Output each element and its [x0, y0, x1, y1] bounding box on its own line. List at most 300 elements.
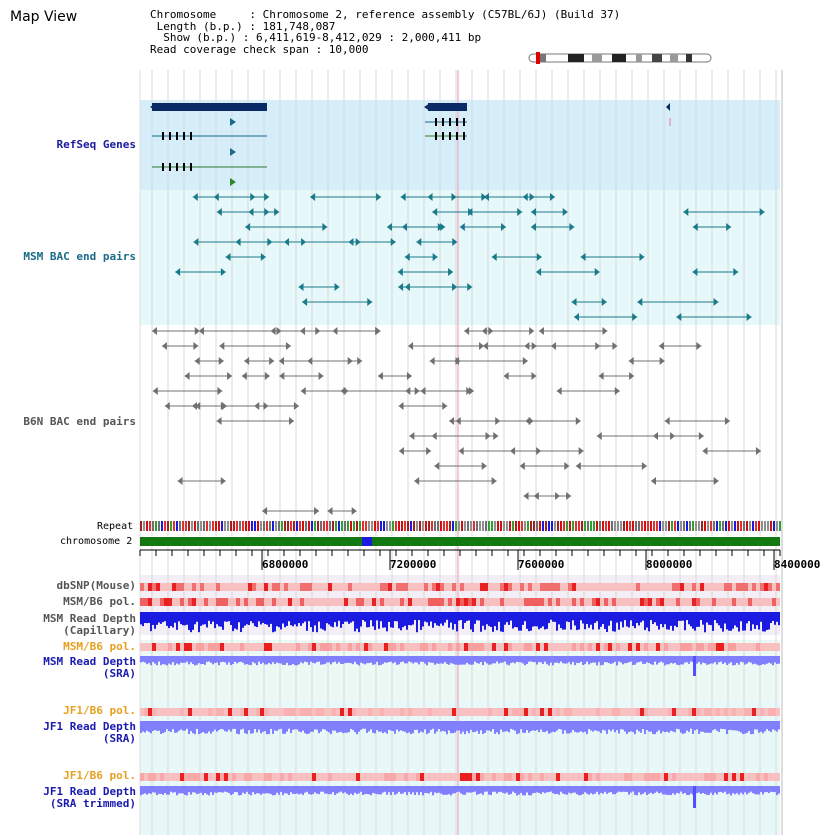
heat-cell — [364, 773, 368, 781]
heat-cell — [228, 643, 232, 651]
read-depth-bar — [724, 721, 726, 729]
heat-cell — [148, 598, 152, 606]
read-depth-bar — [320, 721, 322, 732]
heat-cell — [460, 643, 464, 651]
read-depth-bar — [284, 721, 286, 734]
heat-cell — [432, 598, 436, 606]
heat-cell — [220, 583, 224, 591]
heat-cell — [200, 583, 204, 591]
read-depth-bar — [340, 786, 342, 792]
repeat-element — [392, 521, 394, 531]
repeat-element — [482, 521, 484, 531]
repeat-element — [431, 521, 433, 531]
read-depth-bar — [240, 721, 242, 730]
read-depth-bar — [690, 721, 692, 729]
read-depth-bar — [544, 786, 546, 793]
heat-cell — [564, 598, 568, 606]
read-depth-bar — [592, 656, 594, 663]
heat-cell — [408, 708, 412, 716]
read-depth-bar — [328, 656, 330, 662]
read-depth-bar — [194, 721, 196, 734]
read-depth-bar — [382, 721, 384, 733]
heat-cell — [552, 643, 556, 651]
read-depth-bar — [506, 721, 508, 731]
read-depth-bar — [324, 612, 326, 631]
read-depth-bar — [290, 612, 292, 625]
heat-cell — [596, 773, 600, 781]
read-depth-bar — [454, 786, 456, 793]
read-depth-bar — [690, 612, 692, 626]
heat-cell — [544, 598, 548, 606]
read-depth-bar — [758, 656, 760, 665]
heat-cell — [164, 583, 168, 591]
read-depth-bar — [282, 612, 284, 623]
heat-cell — [212, 773, 216, 781]
repeat-element — [455, 521, 457, 531]
repeat-element — [521, 521, 523, 531]
read-depth-bar — [146, 612, 148, 623]
read-depth-bar — [656, 656, 658, 665]
read-depth-bar — [252, 786, 254, 792]
read-depth-bar — [282, 721, 284, 734]
heat-cell — [584, 643, 588, 651]
read-depth-bar — [628, 721, 630, 732]
heat-cell — [152, 598, 156, 606]
read-depth-bar — [460, 721, 462, 734]
read-depth-bar — [314, 721, 316, 729]
read-depth-bar — [310, 612, 312, 627]
read-depth-bar — [444, 656, 446, 662]
heat-cell — [244, 583, 248, 591]
heat-cell — [256, 708, 260, 716]
read-depth-bar — [618, 721, 620, 734]
read-depth-bar — [524, 656, 526, 665]
heat-cell — [440, 598, 444, 606]
heat-cell — [340, 708, 344, 716]
heat-cell — [756, 598, 760, 606]
heat-cell — [456, 598, 460, 606]
read-depth-bar — [572, 721, 574, 730]
heat-cell — [512, 583, 516, 591]
repeat-element — [398, 521, 400, 531]
bac-end-marker — [520, 462, 525, 470]
heat-cell — [648, 583, 652, 591]
heat-cell — [456, 773, 460, 781]
heat-cell — [644, 598, 648, 606]
read-depth-bar — [754, 721, 756, 729]
read-depth-bar — [384, 786, 386, 792]
heat-cell — [448, 773, 452, 781]
read-depth-bar — [370, 612, 372, 620]
read-depth-bar — [180, 656, 182, 663]
read-depth-bar — [222, 656, 224, 662]
heat-cell — [292, 643, 296, 651]
read-depth-bar — [634, 786, 636, 795]
repeat-element — [359, 521, 361, 531]
read-depth-bar — [298, 656, 300, 664]
heat-cell — [624, 583, 628, 591]
read-depth-bar — [658, 786, 660, 793]
read-depth-bar — [260, 656, 262, 664]
heat-cell — [724, 643, 728, 651]
read-depth-bar — [294, 656, 296, 665]
repeat-element — [167, 521, 169, 531]
read-depth-bar — [230, 786, 232, 795]
read-depth-bar — [344, 612, 346, 622]
read-depth-bar — [516, 612, 518, 627]
heat-cell — [636, 773, 640, 781]
heat-cell — [472, 598, 476, 606]
read-depth-bar — [746, 786, 748, 794]
repeat-element — [302, 521, 304, 531]
read-depth-bar — [230, 721, 232, 732]
heat-cell — [140, 598, 144, 606]
read-depth-bar — [524, 721, 526, 733]
track-label-msm-bac[interactable]: MSM BAC end pairs — [23, 250, 136, 263]
read-depth-bar — [478, 721, 480, 734]
heat-cell — [388, 708, 392, 716]
repeat-element — [311, 521, 313, 531]
read-depth-bar — [496, 721, 498, 732]
read-depth-bar — [156, 721, 158, 731]
heat-cell — [236, 708, 240, 716]
heat-cell — [288, 598, 292, 606]
heat-cell — [376, 708, 380, 716]
bac-end-marker — [524, 492, 529, 500]
repeat-element — [701, 521, 703, 531]
heat-cell — [552, 708, 556, 716]
repeat-element — [155, 521, 157, 531]
read-depth-bar — [288, 721, 290, 729]
heat-cell — [204, 583, 208, 591]
heat-cell — [616, 773, 620, 781]
read-depth-bar — [604, 786, 606, 792]
read-depth-bar — [402, 786, 404, 794]
read-depth-bar — [194, 612, 196, 624]
read-depth-bar — [436, 656, 438, 663]
heat-cell — [748, 708, 752, 716]
read-depth-bar — [318, 786, 320, 794]
read-depth-bar — [758, 612, 760, 630]
read-depth-bar — [706, 612, 708, 622]
heat-cell — [756, 583, 760, 591]
read-depth-bar — [438, 612, 440, 626]
heat-cell — [324, 598, 328, 606]
heat-cell — [716, 598, 720, 606]
read-depth-bar — [404, 786, 406, 792]
read-depth-bar — [742, 656, 744, 662]
heat-cell — [232, 583, 236, 591]
read-depth-bar — [368, 721, 370, 731]
bac-end-marker — [483, 342, 488, 350]
heat-cell — [588, 773, 592, 781]
read-depth-bar — [428, 656, 430, 662]
read-depth-bar — [282, 786, 284, 795]
repeat-element — [740, 521, 742, 531]
heat-cell — [404, 773, 408, 781]
heat-cell — [400, 598, 404, 606]
repeat-element — [179, 521, 181, 531]
heat-cell — [648, 598, 652, 606]
read-depth-bar — [366, 786, 368, 794]
heat-cell — [312, 643, 316, 651]
read-depth-bar — [282, 656, 284, 665]
read-depth-bar — [746, 656, 748, 664]
read-depth-bar — [580, 786, 582, 795]
track-label-b6n-bac[interactable]: B6N BAC end pairs — [23, 415, 136, 428]
repeat-element — [494, 521, 496, 531]
heat-cell — [168, 773, 172, 781]
read-depth-bar — [248, 721, 250, 730]
read-depth-bar — [360, 656, 362, 663]
read-depth-bar — [438, 656, 440, 664]
repeat-element — [545, 521, 547, 531]
read-depth-bar — [446, 786, 448, 795]
heat-cell — [264, 773, 268, 781]
heat-cell — [548, 643, 552, 651]
heat-cell — [228, 598, 232, 606]
bac-end-marker — [152, 327, 157, 335]
read-depth-bar — [584, 721, 586, 732]
read-depth-bar — [144, 721, 146, 732]
heat-cell — [372, 773, 376, 781]
read-depth-bar — [300, 721, 302, 732]
heat-cell — [240, 708, 244, 716]
repeat-element — [320, 521, 322, 531]
read-depth-bar — [748, 786, 750, 793]
read-depth-bar — [636, 612, 638, 623]
read-depth-bar — [426, 786, 428, 793]
read-depth-bar — [716, 721, 718, 731]
heat-cell — [668, 773, 672, 781]
repeat-element — [158, 521, 160, 531]
heat-cell — [652, 583, 656, 591]
track-label-jf1-depth-trimmed: JF1 Read Depth (SRA trimmed) — [43, 785, 136, 810]
repeat-element — [329, 521, 331, 531]
read-depth-bar — [408, 656, 410, 662]
read-depth-bar — [632, 656, 634, 665]
read-depth-bar — [364, 612, 366, 622]
heat-cell — [404, 643, 408, 651]
read-depth-bar — [532, 656, 534, 662]
bac-end-marker — [217, 417, 222, 425]
heat-cell — [440, 708, 444, 716]
heat-cell — [776, 643, 780, 651]
heat-cell — [180, 598, 184, 606]
read-depth-bar — [748, 656, 750, 662]
read-depth-bar — [164, 721, 166, 732]
heat-cell — [332, 643, 336, 651]
read-depth-bar — [192, 786, 194, 792]
heat-cell — [696, 583, 700, 591]
read-depth-bar — [558, 786, 560, 795]
exon-mark — [176, 132, 178, 140]
heat-cell — [696, 643, 700, 651]
read-depth-bar — [502, 612, 504, 632]
read-depth-bar — [664, 721, 666, 732]
read-depth-bar — [714, 656, 716, 662]
heat-cell — [324, 583, 328, 591]
read-depth-bar — [580, 612, 582, 620]
heat-cell — [456, 583, 460, 591]
read-depth-bar — [638, 656, 640, 662]
read-depth-bar — [422, 612, 424, 626]
heat-cell — [632, 598, 636, 606]
read-depth-bar — [498, 612, 500, 622]
read-depth-bar — [614, 786, 616, 794]
read-depth-bar — [708, 612, 710, 625]
read-depth-bar — [530, 721, 532, 731]
repeat-element — [245, 521, 247, 531]
read-depth-bar — [672, 721, 674, 731]
read-depth-bar — [372, 786, 374, 793]
read-depth-bar — [172, 721, 174, 729]
repeat-element — [581, 521, 583, 531]
read-depth-bar — [444, 786, 446, 795]
heat-cell — [692, 598, 696, 606]
track-label-repeat: Repeat — [97, 521, 134, 532]
heat-cell — [524, 708, 528, 716]
read-depth-bar — [464, 721, 466, 734]
read-depth-bar — [366, 721, 368, 733]
heat-cell — [648, 708, 652, 716]
read-depth-bar — [326, 786, 328, 794]
read-depth-bar — [406, 656, 408, 663]
read-depth-bar — [272, 786, 274, 795]
read-depth-bar — [492, 721, 494, 729]
read-depth-bar — [378, 612, 380, 629]
repeat-element — [656, 521, 658, 531]
heat-cell — [368, 643, 372, 651]
read-depth-bar — [274, 721, 276, 730]
read-depth-bar — [742, 786, 744, 794]
heat-cell — [380, 643, 384, 651]
read-depth-bar — [384, 656, 386, 662]
track-label-msm-b6-pol-1: MSM/B6 pol. — [63, 595, 136, 608]
read-depth-bar — [242, 656, 244, 663]
read-depth-bar — [210, 612, 212, 624]
read-depth-bar — [762, 721, 764, 733]
read-depth-bar — [176, 721, 178, 733]
read-depth-bar — [162, 721, 164, 733]
read-depth-bar — [154, 786, 156, 793]
read-depth-bar — [436, 612, 438, 625]
read-depth-bar — [190, 786, 192, 795]
heat-cell — [516, 583, 520, 591]
heat-cell — [732, 773, 736, 781]
heat-cell — [224, 583, 228, 591]
repeat-element — [542, 521, 544, 531]
read-depth-bar — [144, 786, 146, 793]
heat-cell — [404, 708, 408, 716]
heat-cell — [452, 708, 456, 716]
repeat-element — [779, 521, 781, 531]
heat-cell — [244, 773, 248, 781]
heat-cell — [252, 583, 256, 591]
repeat-element — [488, 521, 490, 531]
heat-cell — [680, 708, 684, 716]
read-depth-bar — [718, 612, 720, 625]
exon-mark — [456, 132, 458, 140]
bac-end-marker — [269, 357, 274, 365]
read-depth-bar — [766, 656, 768, 664]
read-depth-bar — [296, 612, 298, 626]
read-depth-bar — [606, 721, 608, 734]
read-depth-bar — [520, 786, 522, 793]
read-depth-bar — [608, 612, 610, 626]
heat-cell — [556, 583, 560, 591]
heat-cell — [312, 583, 316, 591]
heat-cell — [612, 643, 616, 651]
exon-mark — [183, 132, 185, 140]
read-depth-bar — [670, 612, 672, 626]
heat-cell — [460, 583, 464, 591]
read-depth-bar — [272, 721, 274, 734]
heat-cell — [660, 708, 664, 716]
heat-cell — [232, 643, 236, 651]
heat-cell — [540, 598, 544, 606]
heat-cell — [492, 643, 496, 651]
heat-cell — [180, 583, 184, 591]
read-depth-bar — [392, 721, 394, 731]
heat-cell — [772, 773, 776, 781]
read-depth-bar — [538, 612, 540, 629]
bac-end-marker — [314, 507, 319, 515]
heat-cell — [428, 708, 432, 716]
read-depth-bar — [750, 721, 752, 734]
heat-cell — [248, 643, 252, 651]
heat-cell — [680, 583, 684, 591]
heat-cell — [264, 708, 268, 716]
heat-cell — [456, 708, 460, 716]
repeat-element — [767, 521, 769, 531]
read-depth-bar — [680, 721, 682, 733]
repeat-element — [764, 521, 766, 531]
track-label-refseq[interactable]: RefSeq Genes — [56, 138, 136, 151]
read-depth-bar — [728, 721, 730, 730]
heat-cell — [736, 773, 740, 781]
read-depth-bar — [672, 786, 674, 793]
read-depth-bar — [142, 612, 144, 626]
read-depth-bar — [258, 721, 260, 730]
read-depth-bar — [154, 656, 156, 664]
repeat-element — [470, 521, 472, 531]
read-depth-bar — [206, 612, 208, 627]
read-depth-bar — [474, 612, 476, 624]
heat-cell — [484, 708, 488, 716]
read-depth-bar — [552, 612, 554, 622]
read-depth-bar — [212, 656, 214, 664]
read-depth-bar — [526, 786, 528, 792]
heat-cell — [460, 773, 464, 781]
read-depth-bar — [388, 656, 390, 662]
read-depth-bar — [578, 656, 580, 663]
heat-cell — [768, 598, 772, 606]
heat-cell — [348, 598, 352, 606]
read-depth-bar — [720, 721, 722, 729]
read-depth-bar — [340, 721, 342, 732]
read-depth-bar — [170, 786, 172, 792]
read-depth-bar — [334, 612, 336, 622]
read-depth-bar — [416, 786, 418, 792]
read-depth-bar — [476, 612, 478, 620]
read-depth-bar — [190, 656, 192, 662]
read-depth-bar — [250, 656, 252, 665]
repeat-element — [713, 521, 715, 531]
read-depth-bar — [228, 612, 230, 621]
read-depth-bar — [280, 612, 282, 629]
read-depth-bar — [374, 721, 376, 733]
